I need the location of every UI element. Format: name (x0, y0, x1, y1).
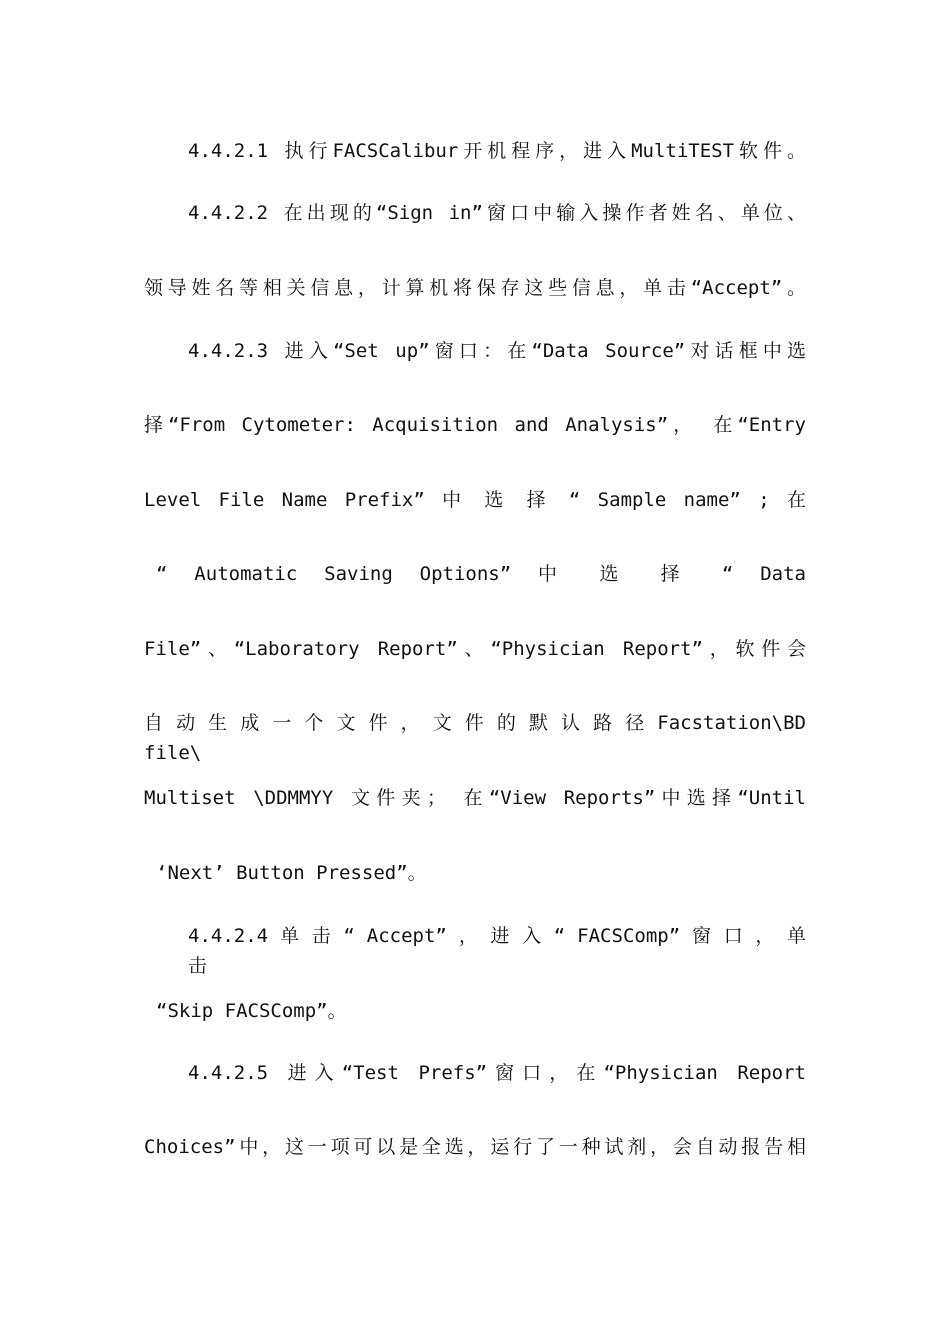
paragraph-4-4-2-3-line-4: “ Automatic Saving Options” 中 选 择 “ Data (156, 563, 806, 585)
paragraph-4-4-2-3-line-1: 4.4.2.3 进入“Set up”窗口：在“Data Source”对话框中选 (188, 340, 806, 362)
paragraph-4-4-2-3-line-8: ‘Next’ Button Pressed”。 (156, 862, 427, 884)
paragraph-4-4-2-3-line-5: File”、“Laboratory Report”、“Physician Report”，软件会 (144, 638, 806, 660)
paragraph-4-4-2-5-line-2: Choices”中，这一项可以是全选，运行了一种试剂，会自动报告相 (144, 1136, 806, 1158)
paragraph-4-4-2-3-line-7: Multiset \DDMMYY 文件夹； 在“View Reports”中选择“Until (144, 787, 806, 809)
paragraph-4-4-2-5-line-1: 4.4.2.5 进入“Test Prefs”窗口，在“Physician Report (188, 1062, 806, 1084)
paragraph-4-4-2-2-line-2: 领导姓名等相关信息，计算机将保存这些信息，单击“Accept”。 (144, 277, 806, 299)
paragraph-4-4-2-4-line-2: “Skip FACSComp”。 (156, 1000, 347, 1022)
paragraph-4-4-2-3-line-6: 自 动 生 成 一 个 文 件 ， 文 件 的 默 认 路 径 Facstation\BD file\ (144, 712, 806, 764)
paragraph-4-4-2-4-line-1: 4.4.2.4 单 击 “ Accept” ， 进 入 “ FACSComp” 窗 口 ， 单 击 (188, 925, 806, 977)
paragraph-4-4-2-3-line-3: Level File Name Prefix” 中 选 择 “ Sample name” ; 在 (144, 489, 806, 511)
paragraph-4-4-2-2-line-1: 4.4.2.2 在出现的“Sign in”窗口中输入操作者姓名、单位、 (188, 202, 806, 224)
paragraph-4-4-2-3-line-2: 择“From Cytometer: Acquisition and Analysis”， 在“Entry (144, 414, 806, 436)
paragraph-4-4-2-1: 4.4.2.1 执行FACSCalibur开机程序，进入MultiTEST软件。 (188, 140, 806, 162)
